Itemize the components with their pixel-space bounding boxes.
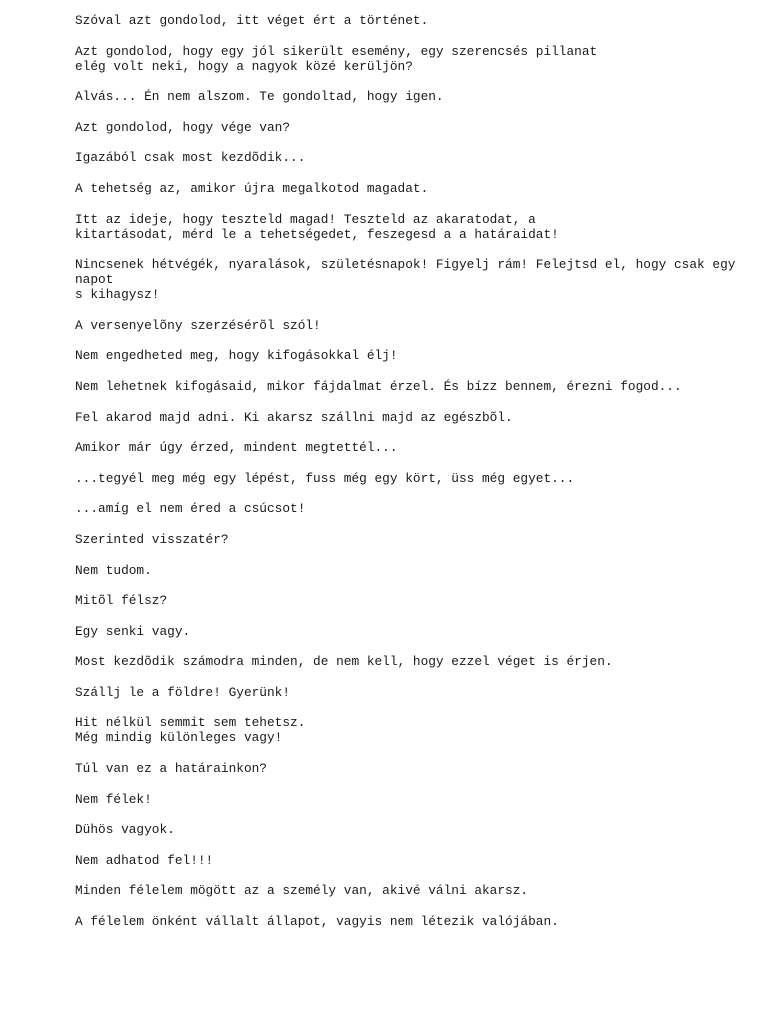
paragraph: A tehetség az, amikor újra megalkotod magadat. (75, 180, 429, 196)
paragraph: Igazából csak most kezdõdik... (75, 150, 306, 166)
paragraph: Minden félelem mögött az a személy van, akivé válni akarsz. (75, 883, 529, 899)
paragraph: Túl van ez a határainkon? (75, 761, 267, 777)
paragraph: Mitõl félsz? (75, 593, 168, 609)
paragraph: Nincsenek hétvégék, nyaralások, születésnapok! Figyelj rám! Felejtsd el, hogy csak egy napot s kihagysz! (75, 257, 736, 303)
paragraph: Amikor már úgy érzed, mindent megtettél... (75, 440, 398, 456)
paragraph: Itt az ideje, hogy teszteld magad! Teszteld az akaratodat, a kitartásodat, mérd le a tehetségedet, feszegesd a a határaidat! (75, 211, 559, 242)
paragraph: A versenyelõny szerzésérõl szól! (75, 317, 321, 333)
paragraph: Nem engedheted meg, hogy kifogásokkal élj! (75, 348, 398, 364)
paragraph: Egy senki vagy. (75, 623, 191, 639)
paragraph: Szóval azt gondolod, itt véget ért a történet. (75, 13, 429, 28)
paragraph: Azt gondolod, hogy egy jól sikerült esemény, egy szerencsés pillanat elég volt neki, hogy a nagyok közé kerüljön? (75, 43, 598, 74)
paragraph: A félelem önként vállalt állapot, vagyis nem létezik valójában. (75, 914, 559, 930)
paragraph: Szállj le a földre! Gyerünk! (75, 684, 291, 700)
paragraph: Nem adhatod fel!!! (75, 852, 214, 868)
paragraph: Azt gondolod, hogy vége van? (75, 119, 291, 135)
paragraph: Most kezdõdik számodra minden, de nem kell, hogy ezzel véget is érjen. (75, 654, 613, 670)
paragraph: Hit nélkül semmit sem tehetsz. Még mindig különleges vagy! (75, 715, 306, 746)
paragraph: Nem félek! (75, 791, 152, 807)
paragraph: ...amíg el nem éred a csúcsot! (75, 501, 306, 517)
paragraph: Szerinted visszatér? (75, 531, 229, 547)
paragraph: ...tegyél meg még egy lépést, fuss még egy kört, üss még egyet... (75, 470, 575, 486)
paragraph: Alvás... Én nem alszom. Te gondoltad, hogy igen. (75, 89, 444, 105)
paragraph: Nem tudom. (75, 562, 152, 578)
document-page (75, 13, 765, 945)
paragraph: Dühös vagyok. (75, 822, 175, 838)
paragraph: Fel akarod majd adni. Ki akarsz szállni majd az egészbõl. (75, 409, 513, 425)
paragraph: Nem lehetnek kifogásaid, mikor fájdalmat érzel. És bízz bennem, érezni fogod... (75, 378, 682, 394)
